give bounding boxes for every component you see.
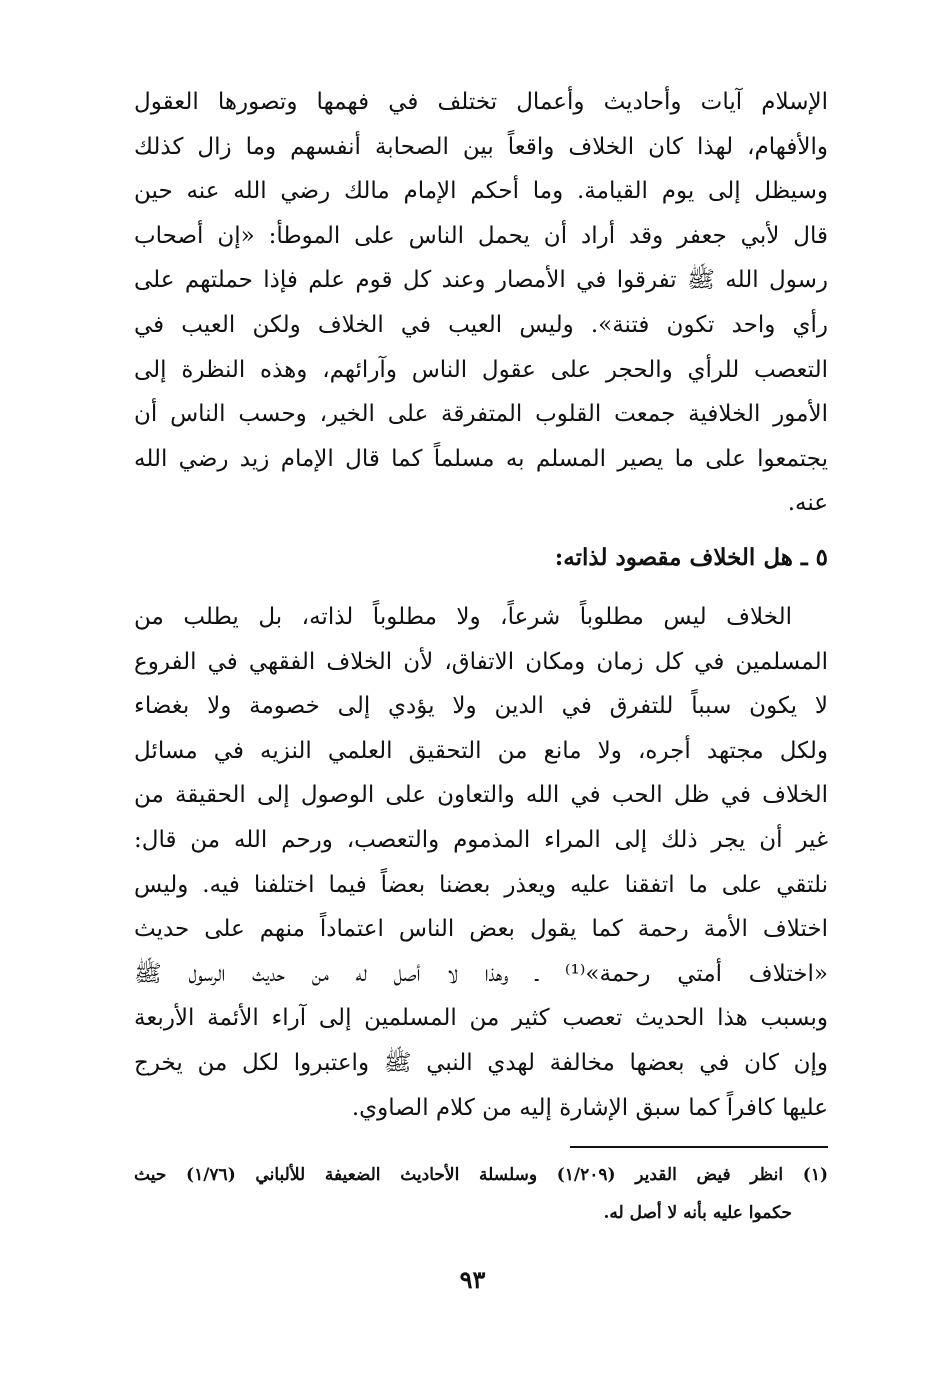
text-line: الإسلام آيات وأحاديث وأعمال تختلف في فهمها وتصورها العقول [134,89,828,115]
text-line: نلتقي على ما اتفقنا عليه ويعذر بعضنا بعضاً فيما اختلفنا فيه. وليس [134,871,828,898]
text-line: عليها كافراً كما سبق الإشارة إليه من كلام الصاوي. [351,1094,828,1121]
text-line: الأمور الخلافية جمعت القلوب المتفرقة على الخير، وحسب الناس أن [134,401,828,428]
text-line: لا يكون سبباً للتفرق في الدين ولا يؤدي إلى خصومة ولا بغضاء [134,693,828,720]
text-line: وبسبب هذا الحديث تعصب كثير من المسلمين إلى آراء الأئمة الأربعة [134,1005,828,1032]
footnote-separator [570,1146,828,1148]
footnote-line: حكموا عليه بأنه لا أصل له. [603,1203,792,1223]
text-line: وسيظل إلى يوم القيامة. وما أحكم الإمام مالك رضي الله عنه حين [134,178,828,205]
text-line: ولكل مجتهد أجره، ولا مانع من التحقيق العلمي النزيه في مسائل [134,737,828,764]
text-line: رأي واحد تكون فتنة». وليس العيب في الخلاف ولكن العيب في [134,311,828,338]
section-heading: ٥ ـ هل الخلاف مقصود لذاته: [554,544,828,571]
paragraph-2 [134,595,828,1130]
text-line: عنه. [787,490,828,517]
page-number: ٩٣ [459,1265,486,1294]
text-line: غير أن يجر ذلك إلى المراء المذموم والتعصب، ورحم الله من قال: [134,826,828,853]
text-line: رسول الله ﷺ تفرقوا في الأمصار وعند كل قوم علم فإذا حملتهم على [134,267,828,294]
paragraph-1 [134,80,828,526]
text-line: المسلمين في كل زمان ومكان الاتفاق، لأن الخلاف الفقهي في الفروع [134,648,828,675]
text-line: والأفهام، لهذا كان الخلاف واقعاً بين الصحابة أنفسهم وما زال كذلك [134,133,828,160]
text-line: قال لأبي جعفر وقد أراد أن يحمل الناس على الموطأ: «إن أصحاب [134,222,828,249]
text-line: الخلاف ليس مطلوباً شرعاً، ولا مطلوباً لذاته، بل يطلب من [134,604,792,630]
footnote-line: (١) انظر فيض القدير (١/٢٠٩) وسلسلة الأحاديث الضعيفة للألباني (١/٧٦) حيث [134,1165,828,1185]
text-line: وإن كان في بعضها مخالفة لهدي النبي ﷺ واعتبروا لكل من يخرج [134,1049,828,1076]
text-line: اختلاف الأمة رحمة كما يقول بعض الناس اعتماداً منهم على حديث [134,916,828,943]
text-line: الخلاف في ظل الحب في الله والتعاون على الوصول إلى الحقيقة من [134,782,828,809]
text-line: يجتمعوا على ما يصير المسلم به مسلماً كما قال الإمام زيد رضي الله [134,445,828,472]
footnote [134,1156,828,1232]
text-line: التعصب للرأي والحجر على عقول الناس وآرائهم، وهذه النظرة إلى [134,356,828,383]
text-line: «اختلاف أمتي رحمة»⁽¹⁾ ـ وهذا لا أصل له من حديث الرسول ﷺ [134,960,828,987]
